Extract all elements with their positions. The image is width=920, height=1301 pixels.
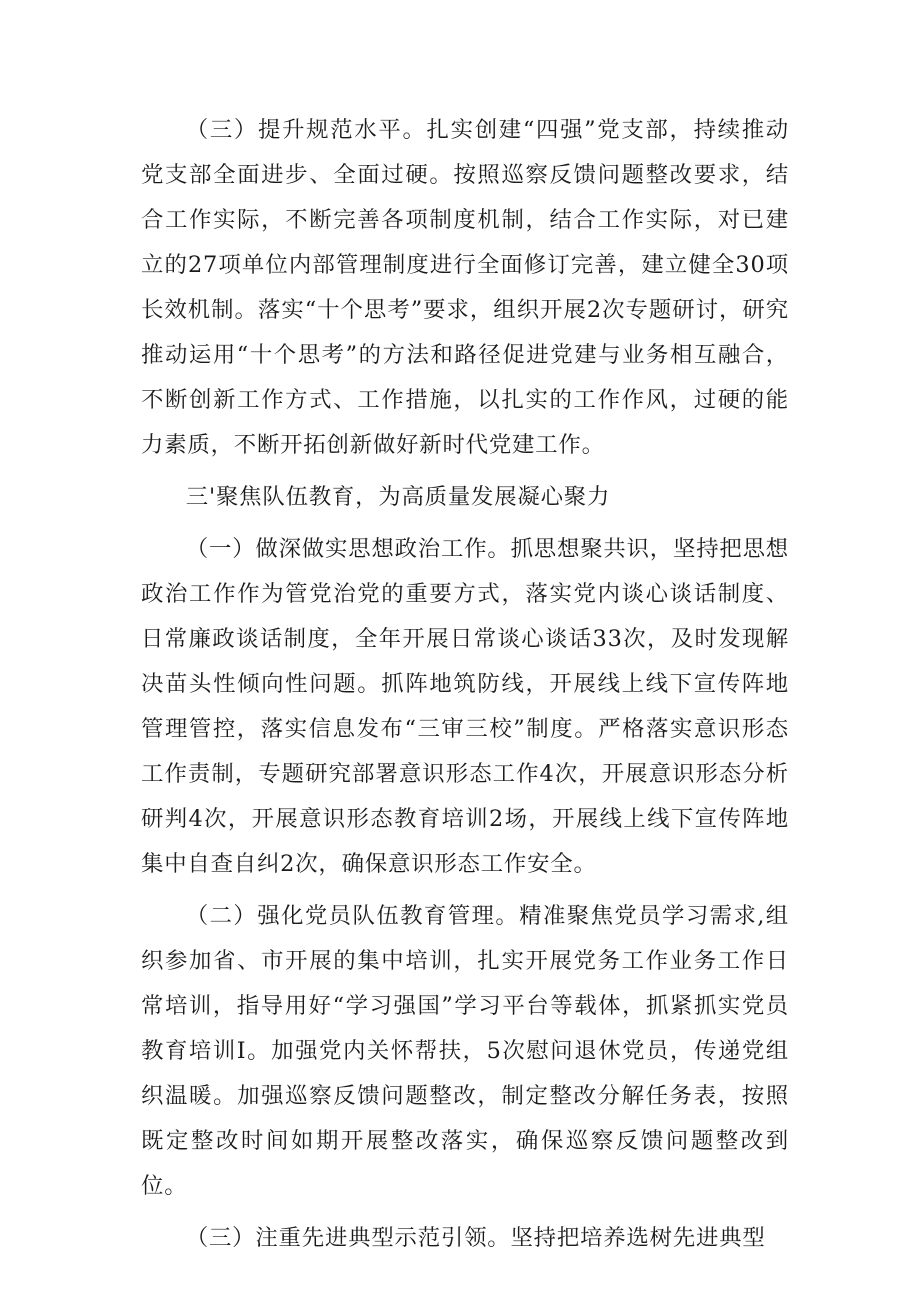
- paragraph-party-member-management: （二）强化党员队伍教育管理。精准聚焦党员学习需求,组织参加省、市开展的集中培训，扎实开展党务工作业务工作日常培训，指导用好“学习强国”学习平台等载体，抓紧抓实党员教育培训I。加强党内关怀帮扶，5次慰问退休党员，传递党组织温暖。加强巡察反馈问题整改，制定整改分解任务表，按照既定整改时间如期开展整改落实，确保巡察反馈问题整改到位。: [141, 903, 789, 1199]
- document-body: [141, 108, 789, 1268]
- paragraph-ideological-work: （一）做深做实思想政治工作。抓思想聚共识，坚持把思想政治工作作为管党治党的重要方式，落实党内谈心谈话制度、日常廉政谈话制度，全年开展日常谈心谈话33次，及时发现解决苗头性倾向性问题。抓阵地筑防线，开展线上线下宣传阵地管理管控，落实信息发布“三审三校”制度。严格落实意识形态工作责制，专题研究部署意识形态工作4次，开展意识形态分析研判4次，开展意识形态教育培训2场，开展线上线下宣传阵地集中自查自纠2次，确保意识形态工作安全。: [141, 536, 789, 877]
- section-heading-team-education: 三'聚焦队伍教育，为高质量发展凝心聚力: [185, 484, 611, 510]
- paragraph-advanced-models: （三）注重先进典型示范引领。坚持把培养选树先进典型: [185, 1225, 766, 1251]
- paragraph-standardization: （三）提升规范水平。扎实创建“四强”党支部，持续推动党支部全面进步、全面过硬。按照巡察反馈问题整改要求，结合工作实际，不断完善各项制度机制，结合工作实际，对已建立的27项单位内部管理制度进行全面修订完善，建立健全30项长效机制。落实“十个思考”要求，组织开展2次专题研讨，研究推动运用“十个思考”的方法和路径促进党建与业务相互融合，不断创新工作方式、工作措施，以扎实的工作作风，过硬的能力素质，不断开拓创新做好新时代党建工作。: [141, 117, 789, 458]
